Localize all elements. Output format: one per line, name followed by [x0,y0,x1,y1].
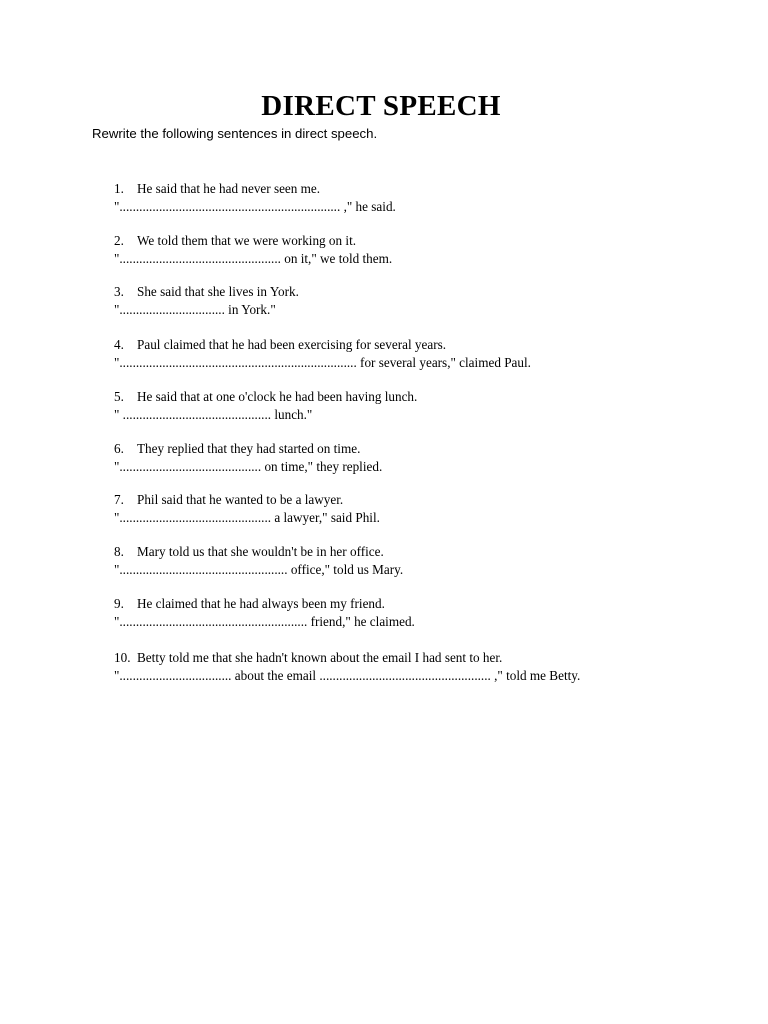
exercise-number: 7. [114,492,124,507]
exercise-sentence: Paul claimed that he had been exercising for several years. [137,337,447,352]
exercise-sentence: They replied that they had started on time. [137,441,361,456]
exercise-number: 4. [114,337,124,352]
exercise-sentence: Phil said that he wanted to be a lawyer. [137,492,344,507]
exercise-number: 6. [114,441,124,456]
exercise-answer-line: " ............................................. lunch." [114,407,313,422]
exercise-number: 5. [114,389,124,404]
exercise-answer-line: "................................................. on it," we told them. [114,251,393,266]
exercise-sentence: She said that she lives in York. [137,284,299,299]
exercise-answer-line: ".............................................. a lawyer," said Phil. [114,510,380,525]
exercise-number: 1. [114,181,124,196]
exercise-number: 2. [114,233,124,248]
exercise-answer-line: ".................................. about the email .................................................... ," told me Betty. [114,668,581,683]
exercise-sentence: He said that he had never seen me. [137,181,321,196]
exercise-sentence: He said that at one o'clock he had been having lunch. [137,389,418,404]
exercise-answer-line: "................................................... office," told us Mary. [114,562,404,577]
exercise-answer-line: "........................................... on time," they replied. [114,459,383,474]
exercise-number: 8. [114,544,124,559]
exercise-number: 9. [114,596,124,611]
exercise-answer-line: "........................................................................ for several years," claimed Paul. [114,355,531,370]
instructions-text: Rewrite the following sentences in direct speech. [92,126,378,141]
exercise-answer-line: "................................ in York." [114,302,276,317]
exercise-sentence: We told them that we were working on it. [137,233,357,248]
exercise-sentence: Mary told us that she wouldn't be in her office. [137,544,384,559]
exercise-answer-line: "................................................................... ," he said. [114,199,396,214]
exercise-number: 3. [114,284,124,299]
exercise-sentence: He claimed that he had always been my friend. [137,596,385,611]
exercise-number: 10. [114,650,131,665]
exercise-sentence: Betty told me that she hadn't known about the email I had sent to her. [137,650,503,665]
page-title: DIRECT SPEECH [261,90,501,122]
exercise-answer-line: "......................................................... friend," he claimed. [114,614,415,629]
